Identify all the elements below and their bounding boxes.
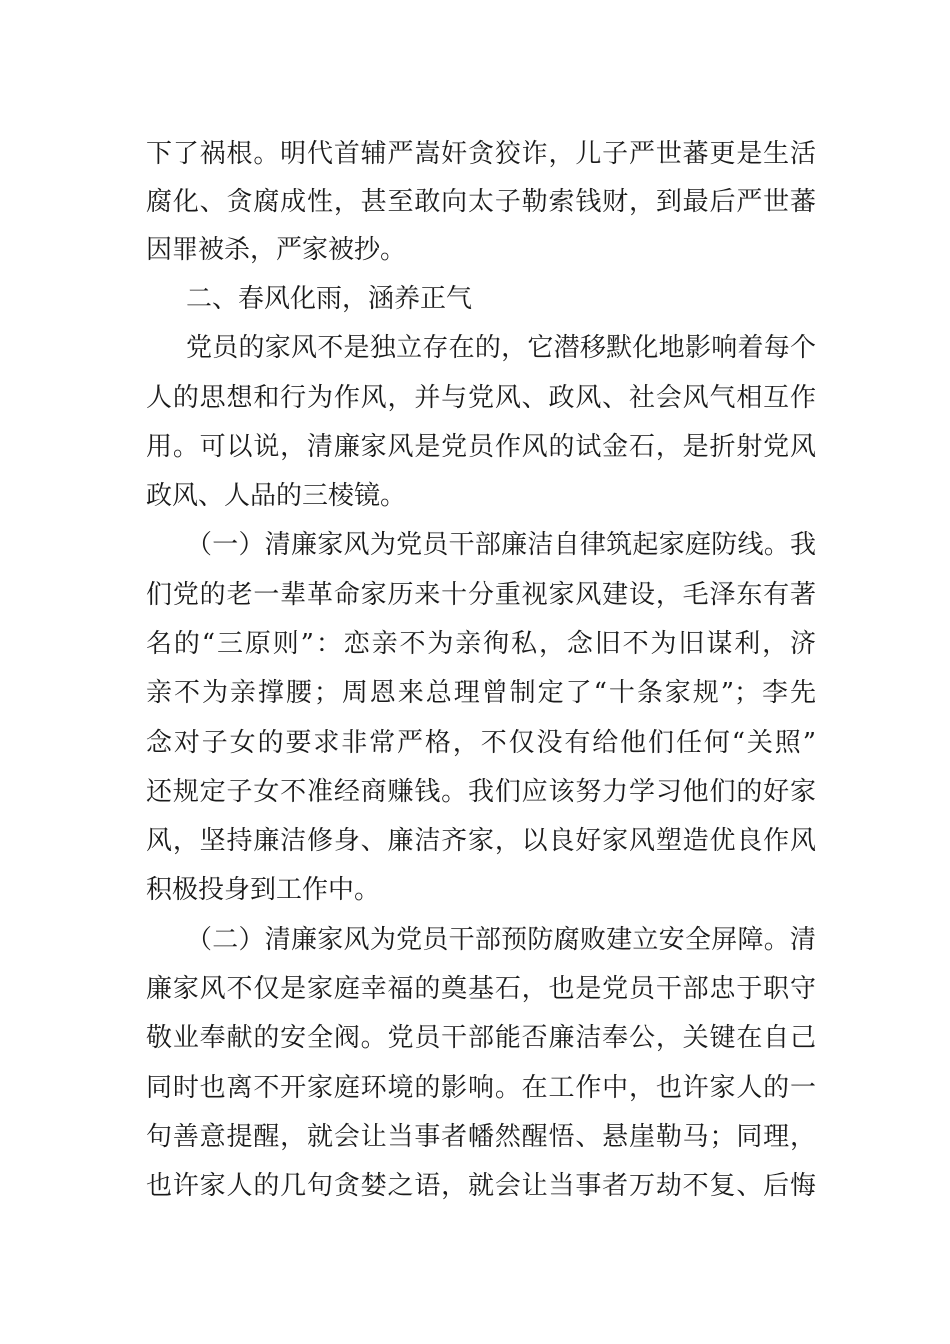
text-line: 腐化、贪腐成性，甚至敢向太子勒索钱财，到最后严世蕃 xyxy=(146,187,816,217)
text-line: 党员的家风不是独立存在的，它潜移默化地影响着每个 xyxy=(186,333,816,363)
text-line: 人的思想和行为作风，并与党风、政风、社会风气相互作 xyxy=(146,383,816,413)
text-line: 风，坚持廉洁修身、廉洁齐家，以良好家风塑造优良作风 xyxy=(146,826,816,856)
text-line: 下了祸根。明代首辅严嵩奸贪狡诈，儿子严世蕃更是生活 xyxy=(146,139,816,169)
text-line: 廉家风不仅是家庭幸福的奠基石，也是党员干部忠于职守 xyxy=(146,974,816,1004)
text-line: 敬业奉献的安全阀。党员干部能否廉洁奉公，关键在自己 xyxy=(146,1023,816,1053)
text-line: 念对子女的要求非常严格，不仅没有给他们任何“关照” xyxy=(146,728,816,758)
text-line: 也许家人的几句贪婪之语，就会让当事者万劫不复、后悔 xyxy=(146,1171,816,1201)
text-line: 亲不为亲撑腰；周恩来总理曾制定了“十条家规”；李先 xyxy=(146,678,816,708)
text-line: 还规定子女不准经商赚钱。我们应该努力学习他们的好家 xyxy=(146,777,816,807)
text-line: 同时也离不开家庭环境的影响。在工作中，也许家人的一 xyxy=(146,1073,816,1103)
text-line: 句善意提醒，就会让当事者幡然醒悟、悬崖勒马；同理， xyxy=(146,1122,816,1152)
text-line: （一）清廉家风为党员干部廉洁自律筑起家庭防线。我 xyxy=(186,530,816,560)
text-line: 用。可以说，清廉家风是党员作风的试金石，是折射党风 xyxy=(146,432,816,462)
text-line: 名的“三原则”：恋亲不为亲徇私，念旧不为旧谋利，济 xyxy=(146,629,816,659)
section-heading: 二、春风化雨，涵养正气 xyxy=(186,284,473,314)
text-line: 们党的老一辈革命家历来十分重视家风建设，毛泽东有著 xyxy=(146,580,816,610)
text-line: 因罪被杀，严家被抄。 xyxy=(146,235,407,265)
text-line: （二）清廉家风为党员干部预防腐败建立安全屏障。清 xyxy=(186,925,816,955)
text-line: 积极投身到工作中。 xyxy=(146,875,381,905)
text-line: 政风、人品的三棱镜。 xyxy=(146,481,407,511)
